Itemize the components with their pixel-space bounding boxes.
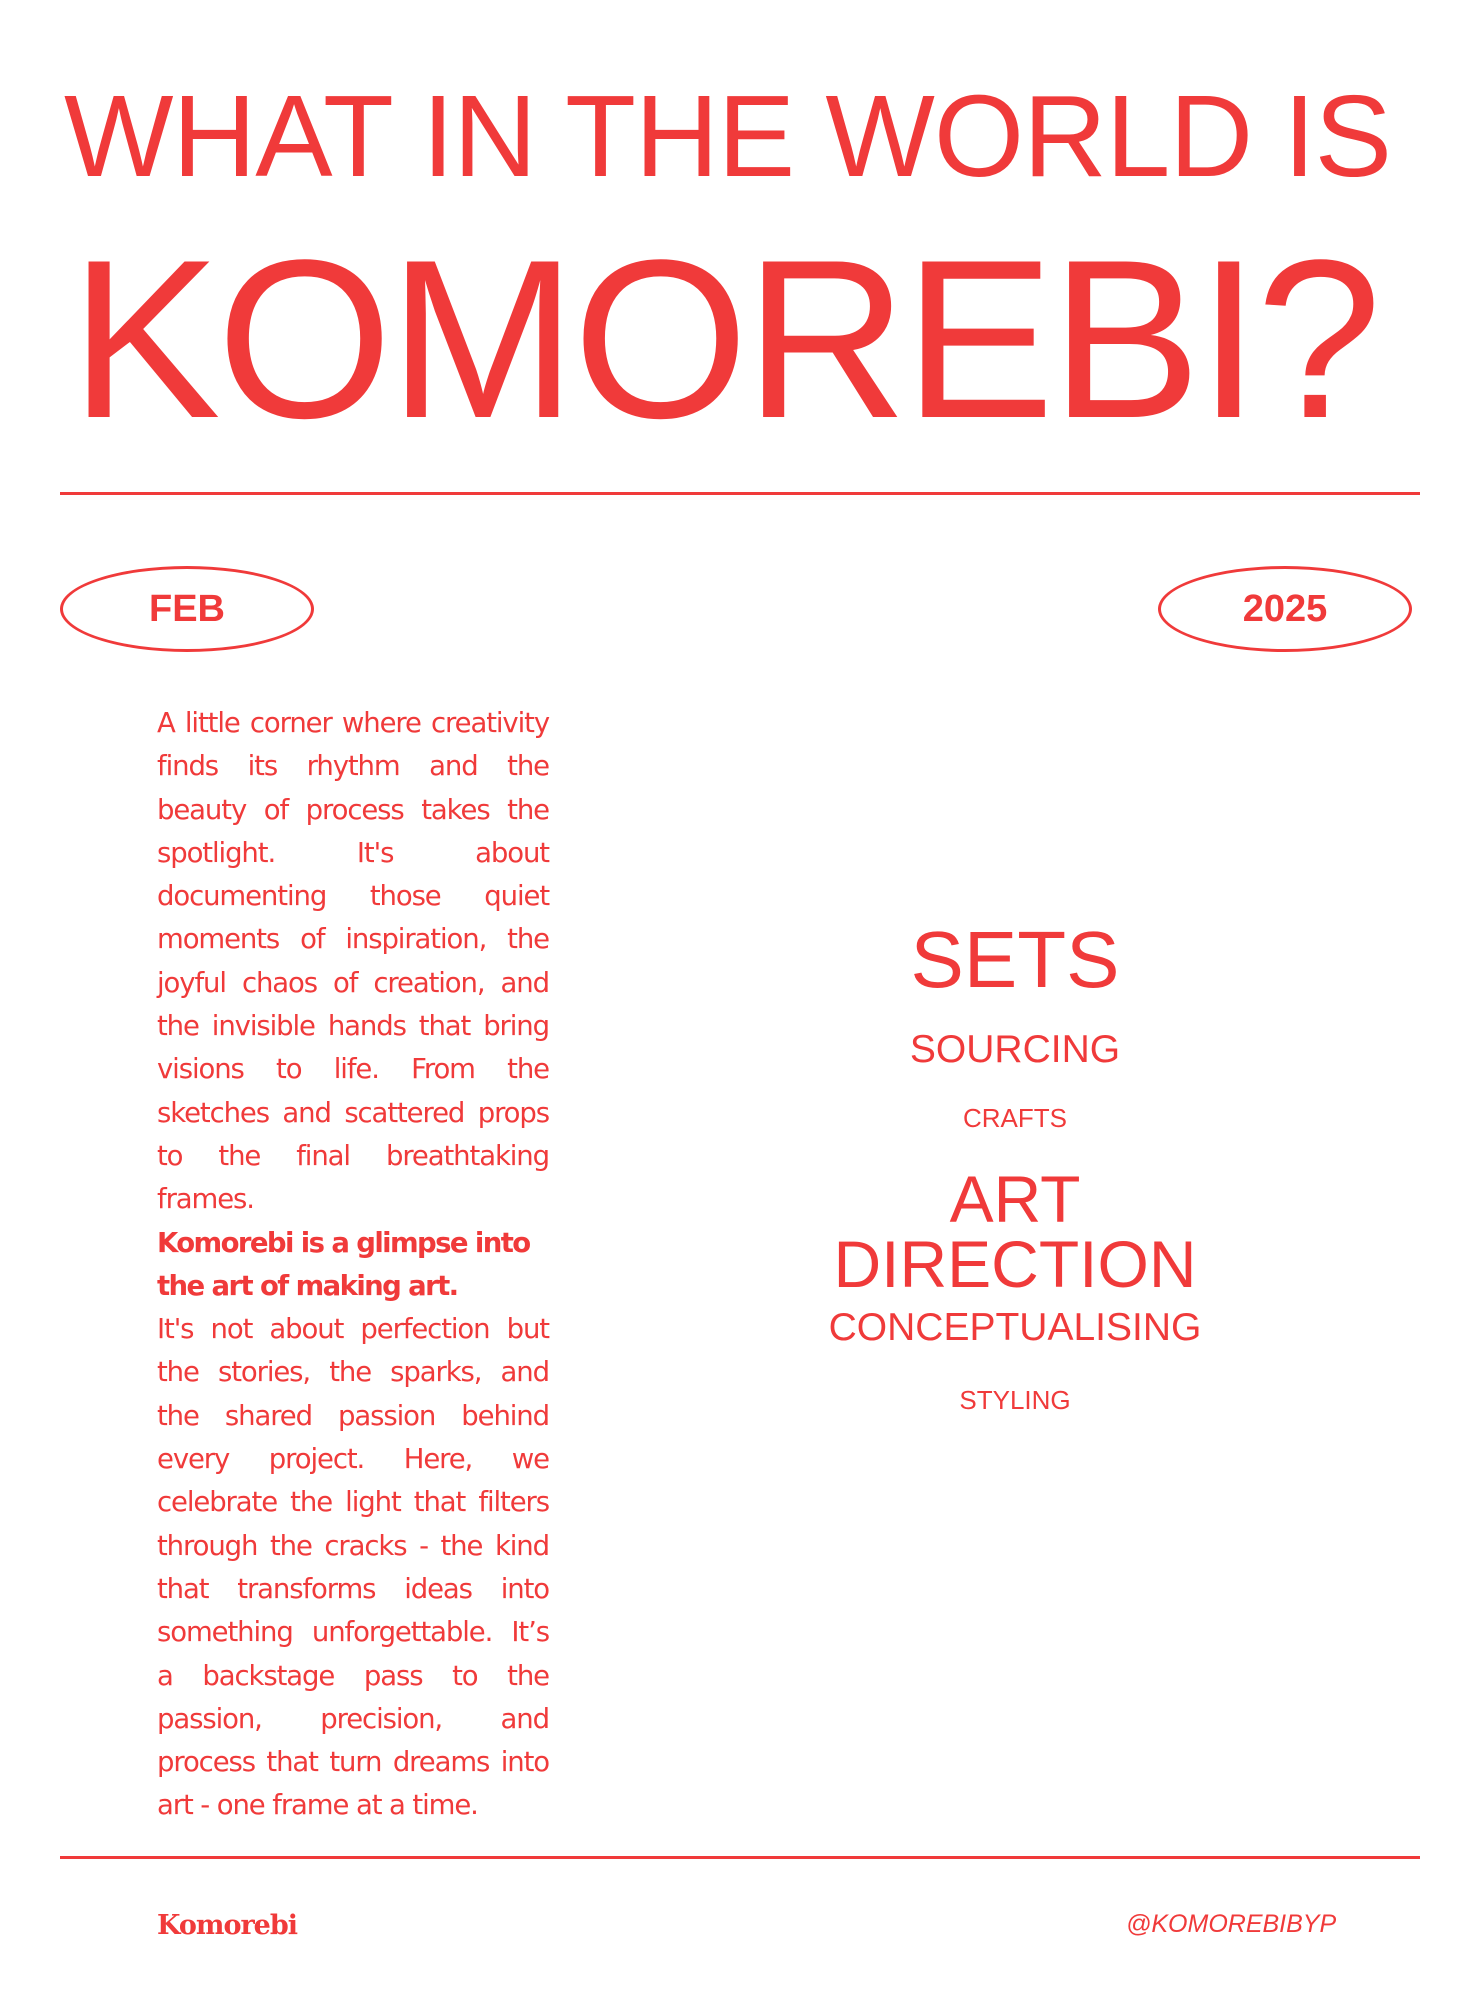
bottom-divider [60, 1856, 1420, 1859]
body-copy [157, 702, 549, 1828]
services-list [790, 915, 1240, 1416]
footer-social-handle: @KOMOREBIBYP [1126, 1910, 1337, 1938]
year-badge-label: 2025 [1242, 587, 1328, 630]
footer-brand-logo: Komorebi [157, 1910, 297, 1941]
month-badge [60, 566, 314, 652]
body-paragraph-2: Komorebi is a glimpse into the art of making art. [157, 1226, 530, 1302]
top-divider [60, 492, 1420, 495]
service-art-direction-line-1: ART [949, 1162, 1081, 1236]
service-art-direction-line-2: DIRECTION [833, 1226, 1197, 1301]
headline-line-1: WHAT IN THE WORLD IS [64, 71, 1391, 201]
service-conceptualising: CONCEPTUALISING [828, 1306, 1202, 1350]
service-sets: SETS [910, 915, 1120, 1004]
body-paragraph-3: It's not about perfection but the stories, the sparks, and the shared passion behind every project. Here, we celebrate the light that filters through the cracks - the kind that transforms ideas into something unforgettable. It’s a backstage pass to the passion, precision, and process that turn dreams into art - one frame at a time. [157, 1313, 549, 1822]
service-styling: STYLING [959, 1385, 1071, 1416]
year-badge [1158, 566, 1412, 652]
month-badge-label: FEB [149, 587, 225, 630]
service-crafts: CRAFTS [963, 1103, 1067, 1133]
body-paragraph-1: A little corner where creativity finds its rhythm and the beauty of process takes the spotlight. It's about documenting those quiet moments of inspiration, the joyful chaos of creation, and the invisible hands that bring visions to life. From the sketches and scattered props to the final breathtaking frames. [157, 707, 549, 1216]
headline-line-2: KOMOREBI? [70, 212, 1378, 465]
service-sourcing: SOURCING [909, 1028, 1121, 1071]
